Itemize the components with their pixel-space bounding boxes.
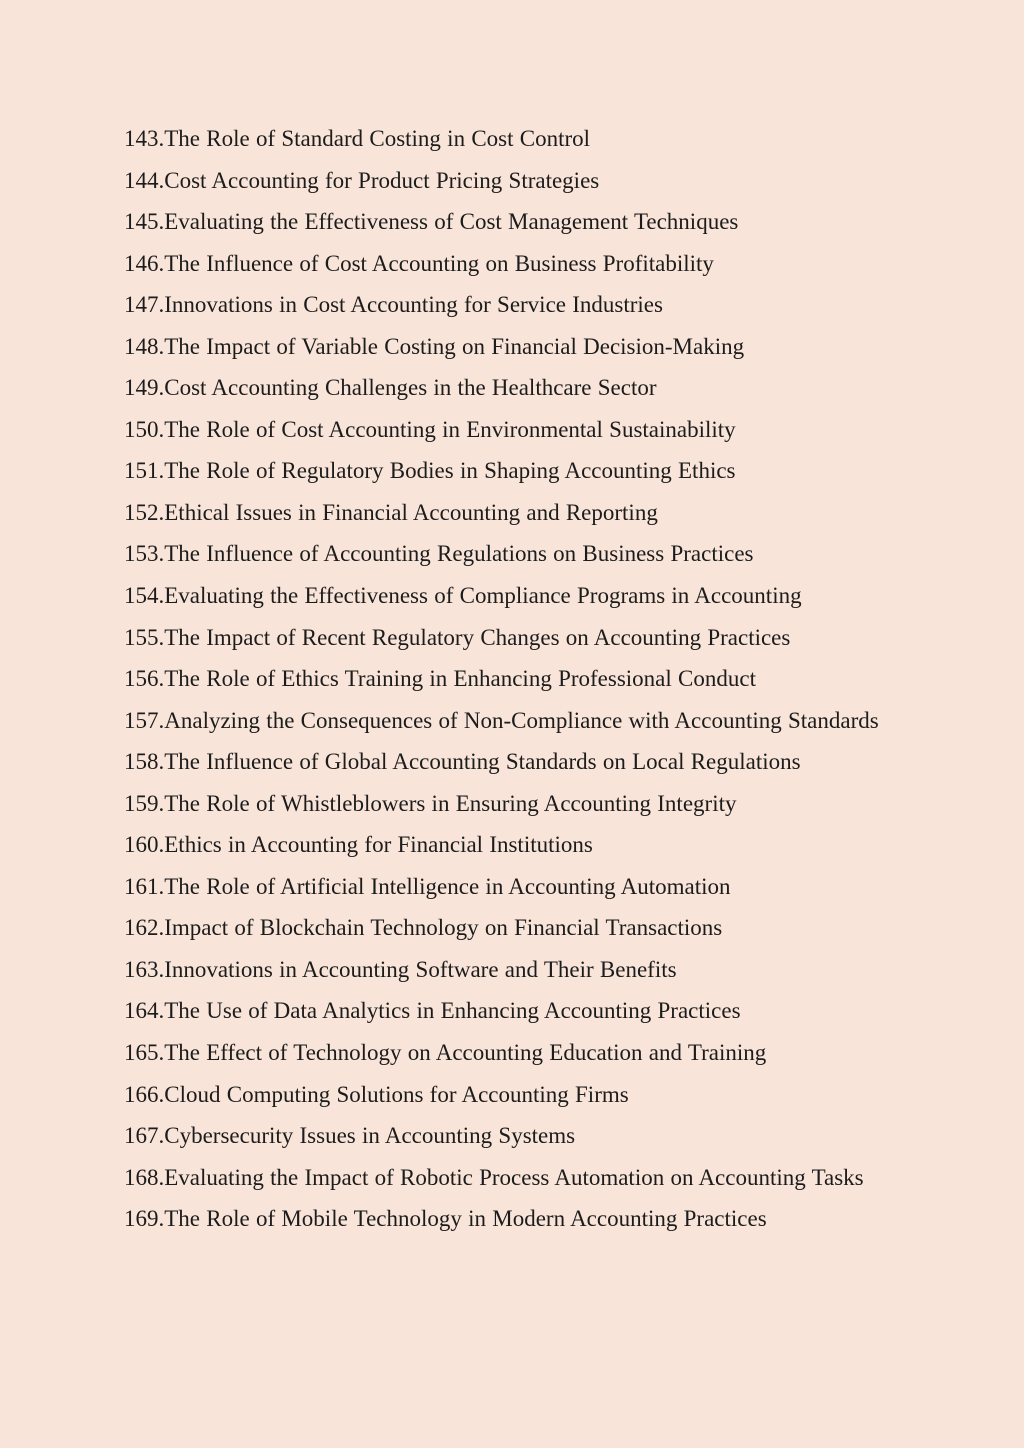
list-item: 161.The Role of Artificial Intelligence in Accounting Automation bbox=[124, 873, 731, 899]
list-item: 158.The Influence of Global Accounting Standards on Local Regulations bbox=[124, 749, 801, 775]
list-item: 159.The Role of Whistleblowers in Ensuring Accounting Integrity bbox=[124, 790, 737, 816]
list-item: 164.The Use of Data Analytics in Enhancing Accounting Practices bbox=[124, 998, 741, 1024]
list-item: 145.Evaluating the Effectiveness of Cost Management Techniques bbox=[124, 209, 739, 235]
list-item: 157.Analyzing the Consequences of Non-Compliance with Accounting Standards bbox=[124, 707, 879, 733]
list-item: 153.The Influence of Accounting Regulations on Business Practices bbox=[124, 541, 754, 567]
list-item: 166.Cloud Computing Solutions for Accounting Firms bbox=[124, 1081, 629, 1107]
list-item: 146.The Influence of Cost Accounting on Business Profitability bbox=[124, 250, 714, 276]
list-item: 167.Cybersecurity Issues in Accounting Systems bbox=[124, 1123, 576, 1149]
list-item: 148.The Impact of Variable Costing on Financial Decision-Making bbox=[124, 333, 745, 359]
list-item: 163.Innovations in Accounting Software and Their Benefits bbox=[124, 956, 677, 982]
list-item: 150.The Role of Cost Accounting in Environmental Sustainability bbox=[124, 416, 736, 442]
list-item: 169.The Role of Mobile Technology in Modern Accounting Practices bbox=[124, 1206, 767, 1232]
list-item: 156.The Role of Ethics Training in Enhancing Professional Conduct bbox=[124, 666, 756, 692]
topic-list bbox=[124, 118, 900, 1240]
list-item: 155.The Impact of Recent Regulatory Changes on Accounting Practices bbox=[124, 624, 791, 650]
list-item: 165.The Effect of Technology on Accounting Education and Training bbox=[124, 1040, 767, 1066]
list-item: 162.Impact of Blockchain Technology on Financial Transactions bbox=[124, 915, 723, 941]
list-item: 151.The Role of Regulatory Bodies in Shaping Accounting Ethics bbox=[124, 458, 736, 484]
list-item: 144.Cost Accounting for Product Pricing Strategies bbox=[124, 167, 600, 193]
list-item: 147.Innovations in Cost Accounting for Service Industries bbox=[124, 292, 663, 318]
list-item: 143.The Role of Standard Costing in Cost Control bbox=[124, 126, 591, 151]
list-item: 160.Ethics in Accounting for Financial Institutions bbox=[124, 832, 593, 858]
list-item: 168.Evaluating the Impact of Robotic Process Automation on Accounting Tasks bbox=[124, 1164, 864, 1190]
list-item: 149.Cost Accounting Challenges in the Healthcare Sector bbox=[124, 375, 657, 401]
list-item: 152.Ethical Issues in Financial Accounting and Reporting bbox=[124, 499, 658, 525]
list-item: 154.Evaluating the Effectiveness of Compliance Programs in Accounting bbox=[124, 583, 802, 609]
